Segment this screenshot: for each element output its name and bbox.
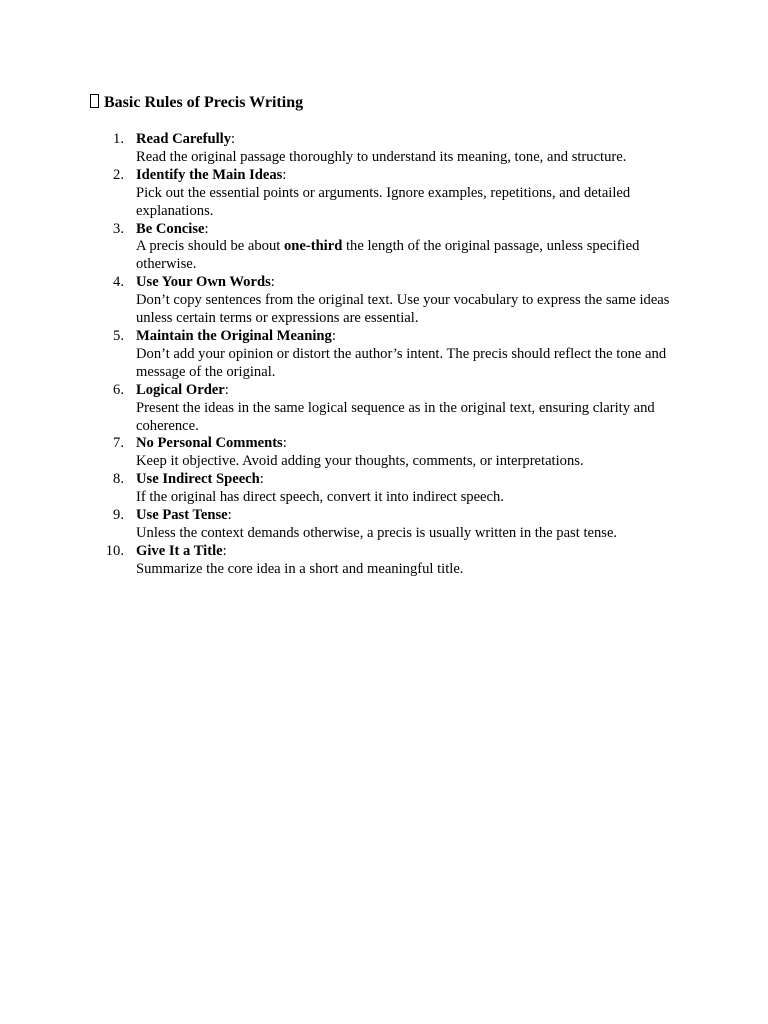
rule-description-text: Don’t add your opinion or distort the author’s intent. The precis should reflect the tone and message of the original. <box>136 345 667 380</box>
rule-title: Be Concise <box>136 220 205 237</box>
list-item <box>113 166 696 221</box>
rule-title-colon: : <box>231 131 236 147</box>
rule-title-colon: : <box>331 327 336 344</box>
rule-title: Maintain the Original Meaning <box>136 327 332 344</box>
rule-title: Give It a Title <box>136 542 223 559</box>
rule-title-line <box>136 221 696 239</box>
rule-description <box>136 149 696 167</box>
rule-description-text: Summarize the core idea in a short and meaningful title. <box>136 560 464 577</box>
rule-title: Use Indirect Speech <box>136 471 260 488</box>
list-item <box>113 471 696 507</box>
list-item-number: 3. <box>113 220 124 237</box>
rule-title-line <box>136 543 696 561</box>
list-item-number: 2. <box>113 166 124 183</box>
rule-title-colon: : <box>222 542 227 559</box>
rule-title-colon: : <box>227 507 232 524</box>
rule-title-line <box>136 382 696 400</box>
rule-title: No Personal Comments <box>136 435 283 452</box>
rule-title-line <box>136 167 696 185</box>
rule-description <box>136 453 696 471</box>
rule-title-colon: : <box>282 166 287 183</box>
rule-title: Logical Order <box>136 381 225 398</box>
rule-description <box>136 185 696 221</box>
rule-title-colon: : <box>259 471 264 488</box>
list-item <box>113 220 696 275</box>
list-item-number: 9. <box>113 507 124 524</box>
list-item-number: 6. <box>113 381 124 398</box>
rule-title-colon: : <box>270 274 275 291</box>
list-item <box>113 131 696 167</box>
rule-title-line <box>136 131 696 149</box>
missing-glyph-icon <box>90 94 99 108</box>
rule-title: Use Your Own Words <box>136 274 271 291</box>
rule-title-colon: : <box>224 381 229 398</box>
rule-description-text: A precis should be about <box>136 238 284 255</box>
list-item-number: 7. <box>113 435 124 452</box>
rule-title-line <box>136 507 696 525</box>
list-item-number: 8. <box>113 471 124 488</box>
rule-description <box>136 238 696 274</box>
rule-description <box>136 400 696 436</box>
rule-description <box>136 292 696 328</box>
rule-title-colon: : <box>204 220 209 237</box>
rule-title: Use Past Tense <box>136 507 228 524</box>
rule-description <box>136 525 696 543</box>
rule-description-text: Read the original passage thoroughly to understand its meaning, tone, and structure. <box>136 148 627 165</box>
rule-title: Read Carefully <box>136 131 231 147</box>
list-item <box>113 274 696 328</box>
list-item <box>113 435 696 471</box>
rule-description <box>136 346 696 382</box>
rules-list <box>105 131 696 579</box>
list-item <box>105 542 696 579</box>
rule-title-line <box>136 274 696 292</box>
rule-description-text: the length of the original passage, unless specified otherwise. <box>136 238 640 273</box>
list-item-number: 1. <box>113 131 124 147</box>
list-item-number: 4. <box>113 274 124 291</box>
list-item-number: 5. <box>113 327 124 344</box>
rule-description <box>136 489 696 507</box>
rule-description-text: Present the ideas in the same logical sequence as in the original text, ensuring clarity and coherence. <box>136 399 655 434</box>
rule-description-text: Pick out the essential points or arguments. Ignore examples, repetitions, and detailed explanations. <box>136 184 631 219</box>
rule-description-text: Don’t copy sentences from the original text. Use your vocabulary to express the same ideas unless certain terms or expressions are essential. <box>136 292 670 327</box>
rule-description-emphasis: one-third <box>283 238 343 255</box>
rule-title-line <box>136 328 696 346</box>
page-title <box>90 92 303 113</box>
rule-description-text: Keep it objective. Avoid adding your thoughts, comments, or interpretations. <box>136 453 584 470</box>
rule-description <box>136 561 696 579</box>
rule-description-text: Unless the context demands otherwise, a precis is usually written in the past tense. <box>136 524 618 541</box>
rule-title: Identify the Main Ideas <box>136 166 283 183</box>
rule-title-line <box>136 471 696 489</box>
list-item <box>113 381 696 436</box>
rule-title-line <box>136 435 696 453</box>
page-title-text: Basic Rules of Precis Writing <box>104 94 304 111</box>
list-item-number: 10. <box>105 542 124 559</box>
list-item <box>113 507 696 543</box>
rule-description-text: If the original has direct speech, convert it into indirect speech. <box>136 489 504 506</box>
rule-title-colon: : <box>282 435 287 452</box>
list-item <box>113 327 696 382</box>
